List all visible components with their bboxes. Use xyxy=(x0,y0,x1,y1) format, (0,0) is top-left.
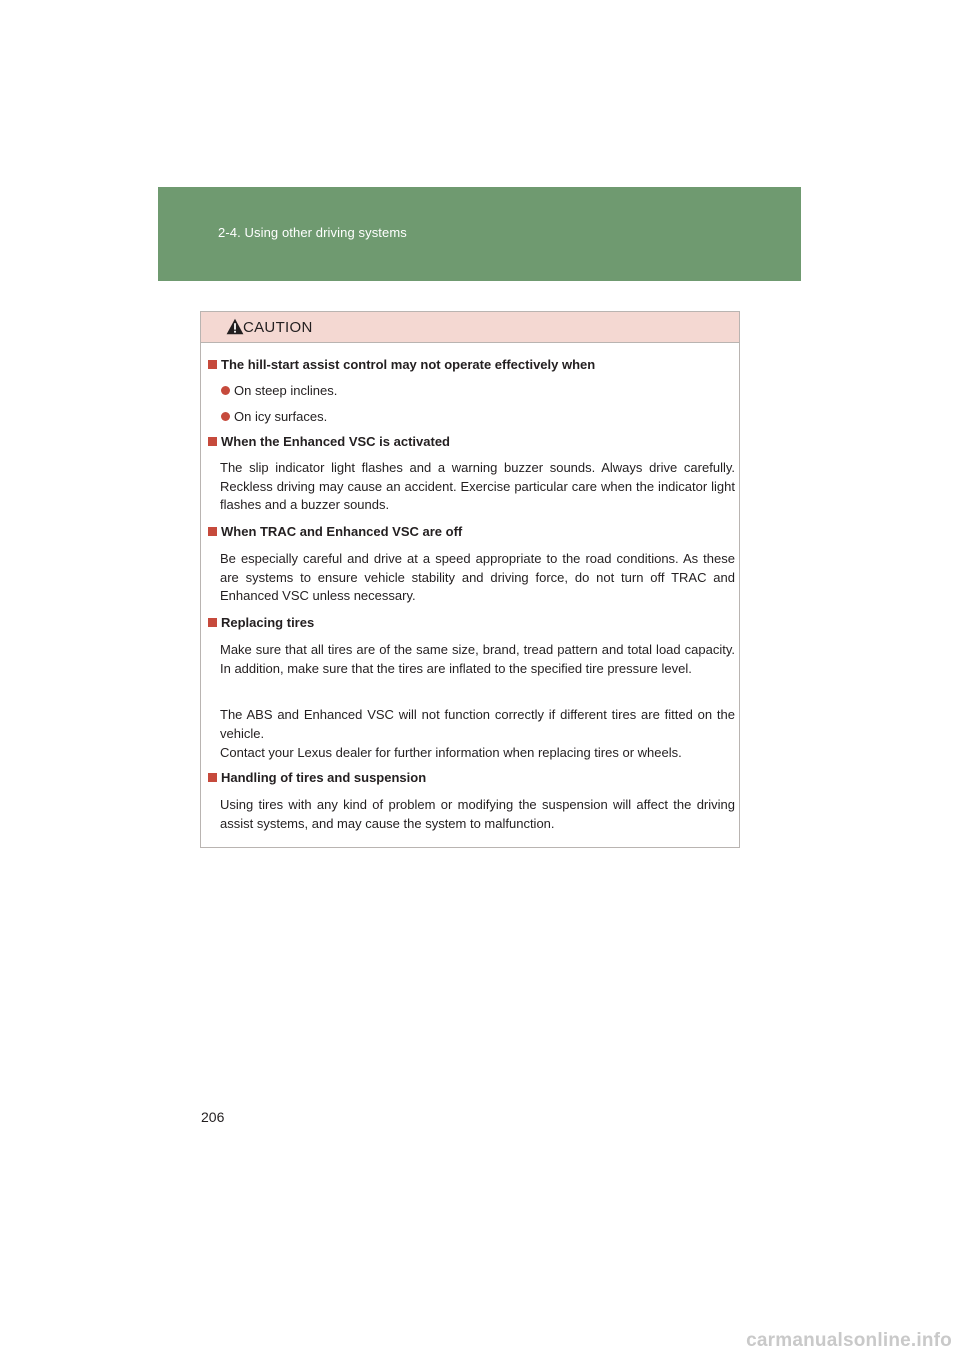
paragraph: Be especially careful and drive at a speed appropriate to the road conditions. As these are systems to ensure vehicle stability and driving force, do not turn off TRAC and Enhanced VSC unless necessary. xyxy=(220,551,735,603)
caution-box xyxy=(200,311,740,848)
section-title: 2-4. Using other driving systems xyxy=(218,225,407,240)
paragraph: The ABS and Enhanced VSC will not function correctly if different tires are fitted on the vehicle. xyxy=(220,707,735,741)
page-number: 206 xyxy=(201,1109,225,1125)
list-item: On icy surfaces. xyxy=(221,409,327,424)
list-item: On steep inclines. xyxy=(221,383,337,398)
round-bullet-icon xyxy=(221,386,230,395)
paragraph: Contact your Lexus dealer for further information when replacing tires or wheels. xyxy=(220,745,682,760)
section-header-band xyxy=(158,187,801,281)
section-heading: Handling of tires and suspension xyxy=(208,770,426,785)
paragraph: Using tires with any kind of problem or modifying the suspension will affect the driving assist systems, and may cause the system to malfunction. xyxy=(220,797,735,831)
paragraph: The slip indicator light flashes and a warning buzzer sounds. Always drive carefully. Reckless driving may cause an accident. Exercise particular care when the indicator light flashes and a buzzer sounds. xyxy=(220,460,735,512)
caution-label: CAUTION xyxy=(243,319,313,336)
square-bullet-icon xyxy=(208,773,217,782)
round-bullet-icon xyxy=(221,412,230,421)
section-heading: When TRAC and Enhanced VSC are off xyxy=(208,524,462,539)
caution-header xyxy=(201,312,739,343)
square-bullet-icon xyxy=(208,618,217,627)
section-heading: When the Enhanced VSC is activated xyxy=(208,434,450,449)
square-bullet-icon xyxy=(208,527,217,536)
square-bullet-icon xyxy=(208,360,217,369)
paragraph: Make sure that all tires are of the same size, brand, tread pattern and total load capacity. In addition, make sure that the tires are inflated to the specified tire pressure level. xyxy=(220,642,735,676)
warning-triangle-icon xyxy=(226,318,244,335)
square-bullet-icon xyxy=(208,437,217,446)
section-heading: The hill-start assist control may not operate effectively when xyxy=(208,357,595,372)
watermark: carmanualsonline.info xyxy=(746,1330,952,1351)
section-heading: Replacing tires xyxy=(208,615,314,630)
